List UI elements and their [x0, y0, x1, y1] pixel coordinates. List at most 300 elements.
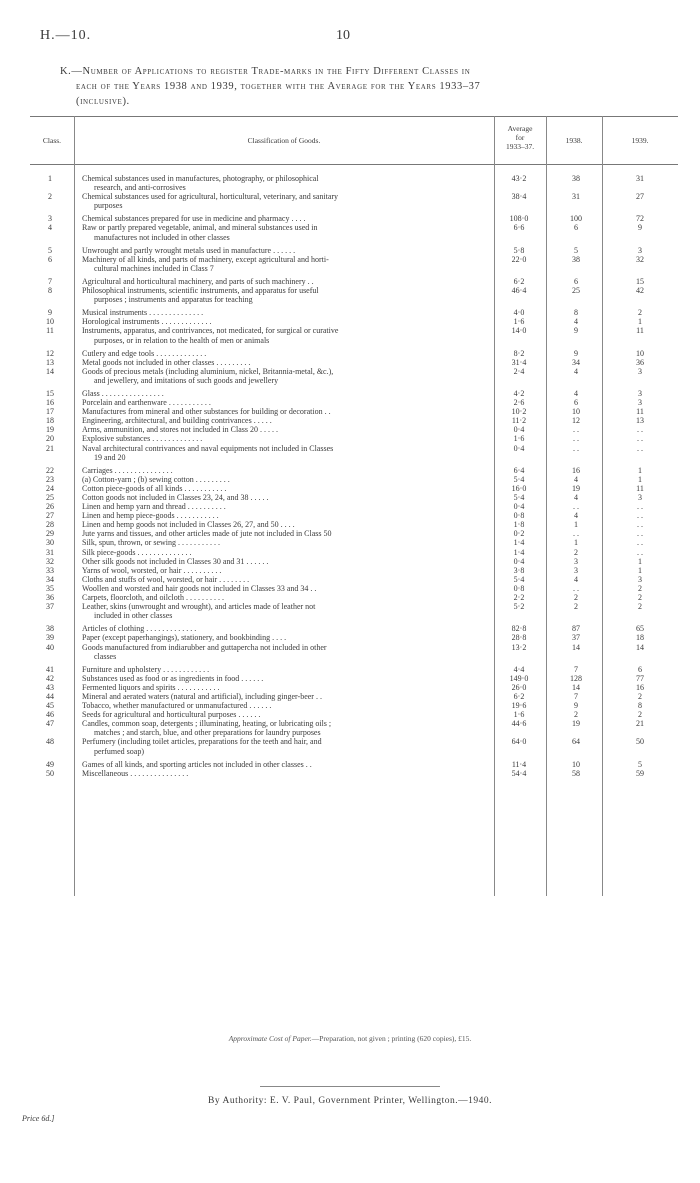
- table-title-line-3: (inclusive).: [76, 96, 130, 107]
- value-1939: 18: [636, 633, 644, 643]
- value-1938: 4: [574, 511, 578, 521]
- value-1938: 6: [574, 276, 578, 286]
- value-1938: 34: [572, 357, 580, 367]
- classification-line-2: classes: [94, 651, 117, 661]
- classification-line-1: Perfumery (including toilet articles, preparations for the teeth and hair, and: [82, 737, 322, 747]
- classification-line-1: Other silk goods not included in Classes 30 and 31 . . . . . .: [82, 556, 269, 566]
- cost-footnote: [0, 1034, 700, 1043]
- classification-line-1: Metal goods not included in other classes . . . . . . . . .: [82, 357, 251, 367]
- average-value: 149·0: [509, 673, 529, 683]
- classification-line-1: Mineral and aerated waters (natural and artificial), including ginger-beer . .: [82, 691, 322, 701]
- value-1938: 37: [572, 633, 580, 643]
- classification-text: [82, 367, 492, 385]
- value-1939: 6: [638, 664, 642, 674]
- value-1939: . .: [637, 502, 643, 512]
- classification-text: [82, 407, 492, 416]
- table-row: [30, 214, 678, 223]
- classification-line-2: cultural machines included in Class 7: [94, 263, 214, 273]
- classification-line-1: Unwrought and partly wrought metals used in manufacture . . . . . .: [82, 245, 296, 255]
- value-1939: 2: [638, 583, 642, 593]
- classification-line-1: Musical instruments . . . . . . . . . . . . . .: [82, 308, 204, 318]
- class-number: 5: [48, 245, 52, 255]
- classification-line-2: matches ; and starch, blue, and other preparations for laundry purposes: [94, 728, 321, 738]
- class-number: 2: [48, 192, 52, 202]
- value-1939: 42: [636, 286, 644, 296]
- footer-rule: [260, 1086, 440, 1087]
- classification-text: [82, 349, 492, 358]
- classification-line-1: Woollen and worsted and hair goods not included in Classes 33 and 34 . .: [82, 583, 317, 593]
- classification-text: [82, 665, 492, 674]
- header-bottom-rule: [30, 164, 678, 165]
- classification-text: [82, 246, 492, 255]
- classification-text: [82, 444, 492, 462]
- table-title-line-1: K.—Number of Applications to register Trade-marks in the Fifty Different Classes in: [60, 66, 471, 77]
- cost-footnote-label: Approximate Cost of Paper.: [228, 1034, 312, 1043]
- class-number: 36: [46, 593, 54, 603]
- value-1939: 11: [636, 407, 644, 417]
- value-1939: . .: [637, 547, 643, 557]
- class-number: 23: [46, 474, 54, 484]
- class-number: 11: [46, 326, 54, 336]
- value-1939: 3: [638, 493, 642, 502]
- classification-line-1: Substances used as food or as ingredients in food . . . . . .: [82, 673, 264, 683]
- value-1938: 7: [574, 664, 578, 674]
- table-row: [30, 769, 678, 778]
- value-1938: 2: [574, 547, 578, 557]
- classification-text: [82, 308, 492, 317]
- classification-text: [82, 602, 492, 620]
- value-1939: 14: [636, 642, 644, 652]
- value-1938: 58: [572, 768, 580, 778]
- classification-line-1: Naval architectural contrivances and naval equipments not included in Classes: [82, 443, 334, 453]
- value-1938: 19: [572, 483, 580, 493]
- table-row: [30, 548, 678, 557]
- class-number: 15: [46, 388, 54, 398]
- classification-text: [82, 584, 492, 593]
- class-number: 38: [46, 624, 54, 634]
- table-row: [30, 529, 678, 538]
- average-value: 6·4: [513, 465, 525, 475]
- value-1938: 14: [572, 682, 580, 692]
- value-1938: . .: [573, 529, 579, 539]
- value-1939: 1: [638, 474, 642, 484]
- class-number: 32: [46, 556, 54, 566]
- average-value: 1·8: [513, 520, 525, 530]
- class-number: 50: [46, 768, 54, 778]
- value-1939: 1: [638, 465, 642, 475]
- average-value: 4·2: [513, 388, 525, 398]
- value-1938: 19: [572, 719, 580, 729]
- classification-text: [82, 255, 492, 273]
- average-value: 4·0: [513, 308, 525, 318]
- value-1938: 9: [574, 701, 578, 711]
- table-row: [30, 584, 678, 593]
- table-row: [30, 484, 678, 493]
- value-1939: 15: [636, 276, 644, 286]
- classification-text: [82, 674, 492, 683]
- value-1938: 2: [574, 602, 578, 612]
- value-1939: . .: [637, 538, 643, 548]
- average-value: 0·8: [513, 583, 525, 593]
- average-value: 28·8: [511, 633, 527, 643]
- average-value: 5·4: [513, 493, 525, 502]
- average-value: 0·4: [513, 443, 525, 453]
- value-1939: 5: [638, 759, 642, 769]
- classification-text: [82, 538, 492, 547]
- classification-text: [82, 760, 492, 769]
- page-number: 10: [336, 28, 350, 43]
- classification-text: [82, 434, 492, 443]
- table-row: [30, 692, 678, 701]
- value-1939: 1: [638, 565, 642, 575]
- table-body: [30, 174, 678, 778]
- table-row: [30, 719, 678, 737]
- classification-line-1: Engineering, architectural, and building contrivances . . . . .: [82, 416, 272, 426]
- average-value: 1·6: [513, 434, 525, 444]
- classification-text: [82, 710, 492, 719]
- column-header-classification: Classification of Goods.: [247, 136, 321, 145]
- value-1938: 9: [574, 326, 578, 336]
- table-row: [30, 520, 678, 529]
- average-value: 64·0: [511, 737, 527, 747]
- value-1938: 31: [572, 192, 580, 202]
- value-1938: 1: [574, 520, 578, 530]
- value-1939: 59: [636, 768, 644, 778]
- value-1939: . .: [637, 434, 643, 444]
- class-number: 41: [46, 664, 54, 674]
- classification-line-1: (a) Cotton-yarn ; (b) sewing cotton . . . . . . . . .: [82, 474, 230, 484]
- average-value: 108·0: [509, 214, 529, 224]
- table-row: [30, 701, 678, 710]
- value-1939: 77: [636, 673, 644, 683]
- classification-text: [82, 174, 492, 192]
- average-value: 5·4: [513, 474, 525, 484]
- value-1938: 1: [574, 538, 578, 548]
- table-row: [30, 223, 678, 241]
- table-row: [30, 246, 678, 255]
- class-number: 42: [46, 673, 54, 683]
- value-1938: 16: [572, 465, 580, 475]
- average-value: 19·6: [511, 701, 527, 711]
- class-number: 21: [46, 443, 54, 453]
- value-1939: 2: [638, 691, 642, 701]
- class-number: 29: [46, 529, 54, 539]
- classification-line-1: Cutlery and edge tools . . . . . . . . . . . . .: [82, 348, 207, 358]
- average-value: 3·8: [513, 565, 525, 575]
- classification-text: [82, 466, 492, 475]
- classification-text: [82, 719, 492, 737]
- classification-text: [82, 358, 492, 367]
- table-row: [30, 389, 678, 398]
- classification-text: [82, 286, 492, 304]
- average-value: 10·2: [511, 407, 527, 417]
- value-1939: 11: [636, 326, 644, 336]
- classification-text: [82, 624, 492, 633]
- value-1939: 27: [636, 192, 644, 202]
- average-value: 6·2: [513, 691, 525, 701]
- class-number: 12: [46, 348, 54, 358]
- value-1939: . .: [637, 529, 643, 539]
- value-1938: 12: [572, 416, 580, 426]
- table-row: [30, 416, 678, 425]
- classification-line-1: Chemical substances used for agricultural, horticultural, veterinary, and sanitary: [82, 192, 339, 202]
- classification-line-1: Explosive substances . . . . . . . . . . . . .: [82, 434, 203, 444]
- classification-text: [82, 398, 492, 407]
- class-number: 20: [46, 434, 54, 444]
- table-row: [30, 665, 678, 674]
- class-number: 28: [46, 520, 54, 530]
- value-1938: 7: [574, 691, 578, 701]
- value-1938: . .: [573, 425, 579, 435]
- classification-line-1: Carriages . . . . . . . . . . . . . . .: [82, 465, 173, 475]
- value-1939: 13: [636, 416, 644, 426]
- table-row: [30, 710, 678, 719]
- value-1938: . .: [573, 502, 579, 512]
- classification-text: [82, 192, 492, 210]
- value-1938: 9: [574, 348, 578, 358]
- column-header-1939: 1939.: [631, 136, 649, 145]
- classification-text: [82, 416, 492, 425]
- classification-text: [82, 389, 492, 398]
- table-row: [30, 308, 678, 317]
- table-top-rule: [30, 116, 678, 117]
- value-1939: 11: [636, 483, 644, 493]
- classification-line-1: Miscellaneous . . . . . . . . . . . . . . .: [82, 768, 189, 778]
- value-1939: . .: [637, 443, 643, 453]
- classification-text: [82, 557, 492, 566]
- table-row: [30, 557, 678, 566]
- trade-marks-table: [30, 116, 678, 896]
- classification-line-1: Seeds for agricultural and horticultural purposes . . . . . .: [82, 710, 261, 720]
- column-header-average-line-2: for: [515, 133, 525, 142]
- table-row: [30, 633, 678, 642]
- classification-line-1: Chemical substances used in manufactures, photography, or philosophical: [82, 174, 319, 183]
- classification-line-1: Linen and hemp piece-goods . . . . . . . . . . .: [82, 511, 219, 521]
- classification-text: [82, 633, 492, 642]
- class-number: 13: [46, 357, 54, 367]
- table-row: [30, 192, 678, 210]
- average-value: 38·4: [511, 192, 527, 202]
- value-1939: 2: [638, 602, 642, 612]
- table-row: [30, 602, 678, 620]
- value-1939: 2: [638, 593, 642, 603]
- value-1939: 31: [636, 174, 644, 183]
- average-value: 54·4: [511, 768, 527, 778]
- column-header-average-line-3: 1933–37.: [505, 142, 535, 151]
- average-value: 82·8: [511, 624, 527, 634]
- average-value: 2·2: [513, 593, 525, 603]
- classification-line-1: Furniture and upholstery . . . . . . . . . . . .: [82, 664, 210, 674]
- value-1939: 1: [638, 556, 642, 566]
- classification-line-1: Cotton goods not included in Classes 23, 24, and 38 . . . . .: [82, 493, 269, 502]
- classification-text: [82, 475, 492, 484]
- classification-line-1: Fermented liquors and spirits . . . . . . . . . . .: [82, 682, 220, 692]
- table-row: [30, 575, 678, 584]
- value-1938: 38: [572, 174, 580, 183]
- classification-line-1: Philosophical instruments, scientific instruments, and apparatus for useful: [82, 286, 319, 296]
- classification-line-1: Manufactures from mineral and other substances for building or decoration . .: [82, 407, 331, 417]
- average-value: 31·4: [511, 357, 527, 367]
- value-1939: 32: [636, 254, 644, 264]
- value-1938: 4: [574, 493, 578, 502]
- average-value: 43·2: [511, 174, 527, 183]
- value-1938: 38: [572, 254, 580, 264]
- value-1939: 65: [636, 624, 644, 634]
- class-number: 25: [46, 493, 54, 502]
- table-row: [30, 434, 678, 443]
- value-1939: 9: [638, 223, 642, 233]
- classification-text: [82, 769, 492, 778]
- value-1939: 10: [636, 348, 644, 358]
- value-1938: . .: [573, 434, 579, 444]
- class-number: 7: [48, 276, 52, 286]
- average-value: 5·2: [513, 602, 525, 612]
- printer-imprint: By Authority: E. V. Paul, Government Printer, Wellington.—1940.: [208, 1096, 492, 1106]
- table-row: [30, 286, 678, 304]
- value-1938: 2: [574, 593, 578, 603]
- class-number: 37: [46, 602, 54, 612]
- average-value: 5·4: [513, 574, 525, 584]
- classification-text: [82, 317, 492, 326]
- value-1938: 6: [574, 398, 578, 408]
- column-header-1938: 1938.: [565, 136, 583, 145]
- table-row: [30, 643, 678, 661]
- table-row: [30, 475, 678, 484]
- table-row: [30, 367, 678, 385]
- table-row: [30, 326, 678, 344]
- value-1939: 16: [636, 682, 644, 692]
- value-1938: 25: [572, 286, 580, 296]
- classification-line-2: purposes: [94, 201, 123, 211]
- classification-text: [82, 529, 492, 538]
- average-value: 11·4: [511, 759, 527, 769]
- table-row: [30, 358, 678, 367]
- classification-line-1: Goods of precious metals (including aluminium, nickel, Britannia-metal, &c.),: [82, 366, 334, 376]
- classification-text: [82, 643, 492, 661]
- value-1938: 6: [574, 223, 578, 233]
- classification-text: [82, 701, 492, 710]
- value-1939: 50: [636, 737, 644, 747]
- average-value: 22·0: [511, 254, 527, 264]
- value-1938: . .: [573, 443, 579, 453]
- class-number: 46: [46, 710, 54, 720]
- class-number: 1: [48, 174, 52, 183]
- value-1938: 5: [574, 245, 578, 255]
- table-row: [30, 277, 678, 286]
- classification-line-1: Games of all kinds, and sporting articles not included in other classes . .: [82, 759, 312, 769]
- value-1939: 3: [638, 574, 642, 584]
- classification-line-1: Silk piece-goods . . . . . . . . . . . . . .: [82, 547, 192, 557]
- class-number: 48: [46, 737, 54, 747]
- class-number: 9: [48, 308, 52, 318]
- classification-text: [82, 484, 492, 493]
- average-value: 0·4: [513, 425, 525, 435]
- table-row: [30, 674, 678, 683]
- classification-line-1: Cotton piece-goods of all kinds . . . . . . . . . . .: [82, 483, 227, 493]
- table-row: [30, 624, 678, 633]
- classification-line-1: Silk, spun, thrown, or sewing . . . . . . . . . . .: [82, 538, 220, 548]
- average-value: 44·6: [511, 719, 527, 729]
- table-row: [30, 317, 678, 326]
- class-number: 34: [46, 574, 54, 584]
- classification-text: [82, 425, 492, 434]
- classification-line-2: 19 and 20: [94, 452, 126, 462]
- value-1938: 10: [572, 759, 580, 769]
- value-1938: 87: [572, 624, 580, 634]
- class-number: 27: [46, 511, 54, 521]
- table-row: [30, 760, 678, 769]
- classification-text: [82, 566, 492, 575]
- column-header-average-line-1: Average: [507, 124, 533, 133]
- table-row: [30, 407, 678, 416]
- value-1938: 4: [574, 574, 578, 584]
- table-row: [30, 174, 678, 192]
- value-1938: 8: [574, 308, 578, 318]
- table-row: [30, 493, 678, 502]
- average-value: 46·4: [511, 286, 527, 296]
- average-value: 26·0: [511, 682, 527, 692]
- table-row: [30, 425, 678, 434]
- average-value: 6·2: [513, 276, 525, 286]
- class-number: 45: [46, 701, 54, 711]
- class-number: 18: [46, 416, 54, 426]
- classification-line-1: Porcelain and earthenware . . . . . . . . . . .: [82, 398, 211, 408]
- value-1939: . .: [637, 520, 643, 530]
- table-row: [30, 538, 678, 547]
- class-number: 30: [46, 538, 54, 548]
- classification-line-2: perfumed soap): [94, 746, 144, 756]
- class-number: 14: [46, 366, 54, 376]
- value-1939: . .: [637, 425, 643, 435]
- table-row: [30, 444, 678, 462]
- average-value: 1·4: [513, 547, 525, 557]
- table-title: [60, 64, 660, 109]
- classification-line-1: Candles, common soap, detergents ; illuminating, heating, or lubricating oils ;: [82, 719, 332, 729]
- classification-text: [82, 214, 492, 223]
- classification-text: [82, 511, 492, 520]
- classification-line-2: manufactures not included in other classes: [94, 232, 230, 242]
- class-number: 35: [46, 583, 54, 593]
- column-header-average: [494, 124, 546, 151]
- average-value: 0·4: [513, 502, 525, 512]
- table-title-line-2: each of the Years 1938 and 1939, together with the Average for the Years 1933–37: [76, 81, 481, 92]
- classification-line-1: Glass . . . . . . . . . . . . . . . .: [82, 388, 164, 398]
- value-1939: 36: [636, 357, 644, 367]
- classification-text: [82, 737, 492, 755]
- classification-line-1: Leather, skins (unwrought and wrought), and articles made of leather not: [82, 602, 316, 612]
- class-number: 8: [48, 286, 52, 296]
- classification-line-1: Cloths and stuffs of wool, worsted, or hair . . . . . . . .: [82, 574, 250, 584]
- value-1938: 4: [574, 474, 578, 484]
- price-label: Price 6d.]: [22, 1114, 55, 1123]
- classification-text: [82, 520, 492, 529]
- average-value: 11·2: [511, 416, 527, 426]
- classification-text: [82, 326, 492, 344]
- value-1939: 3: [638, 366, 642, 376]
- classification-text: [82, 692, 492, 701]
- classification-line-1: Articles of clothing . . . . . . . . . . . . .: [82, 624, 197, 634]
- table-row: [30, 566, 678, 575]
- classification-line-1: Paper (except paperhangings), stationery, and bookbinding . . . .: [82, 633, 287, 643]
- table-row: [30, 255, 678, 273]
- table-row: [30, 737, 678, 755]
- value-1938: . .: [573, 583, 579, 593]
- classification-line-2: included in other classes: [94, 611, 173, 621]
- value-1939: 3: [638, 398, 642, 408]
- classification-line-1: Chemical substances prepared for use in medicine and pharmacy . . . .: [82, 214, 306, 224]
- average-value: 0·4: [513, 556, 525, 566]
- classification-line-1: Agricultural and horticultural machinery, and parts of such machinery . .: [82, 276, 314, 286]
